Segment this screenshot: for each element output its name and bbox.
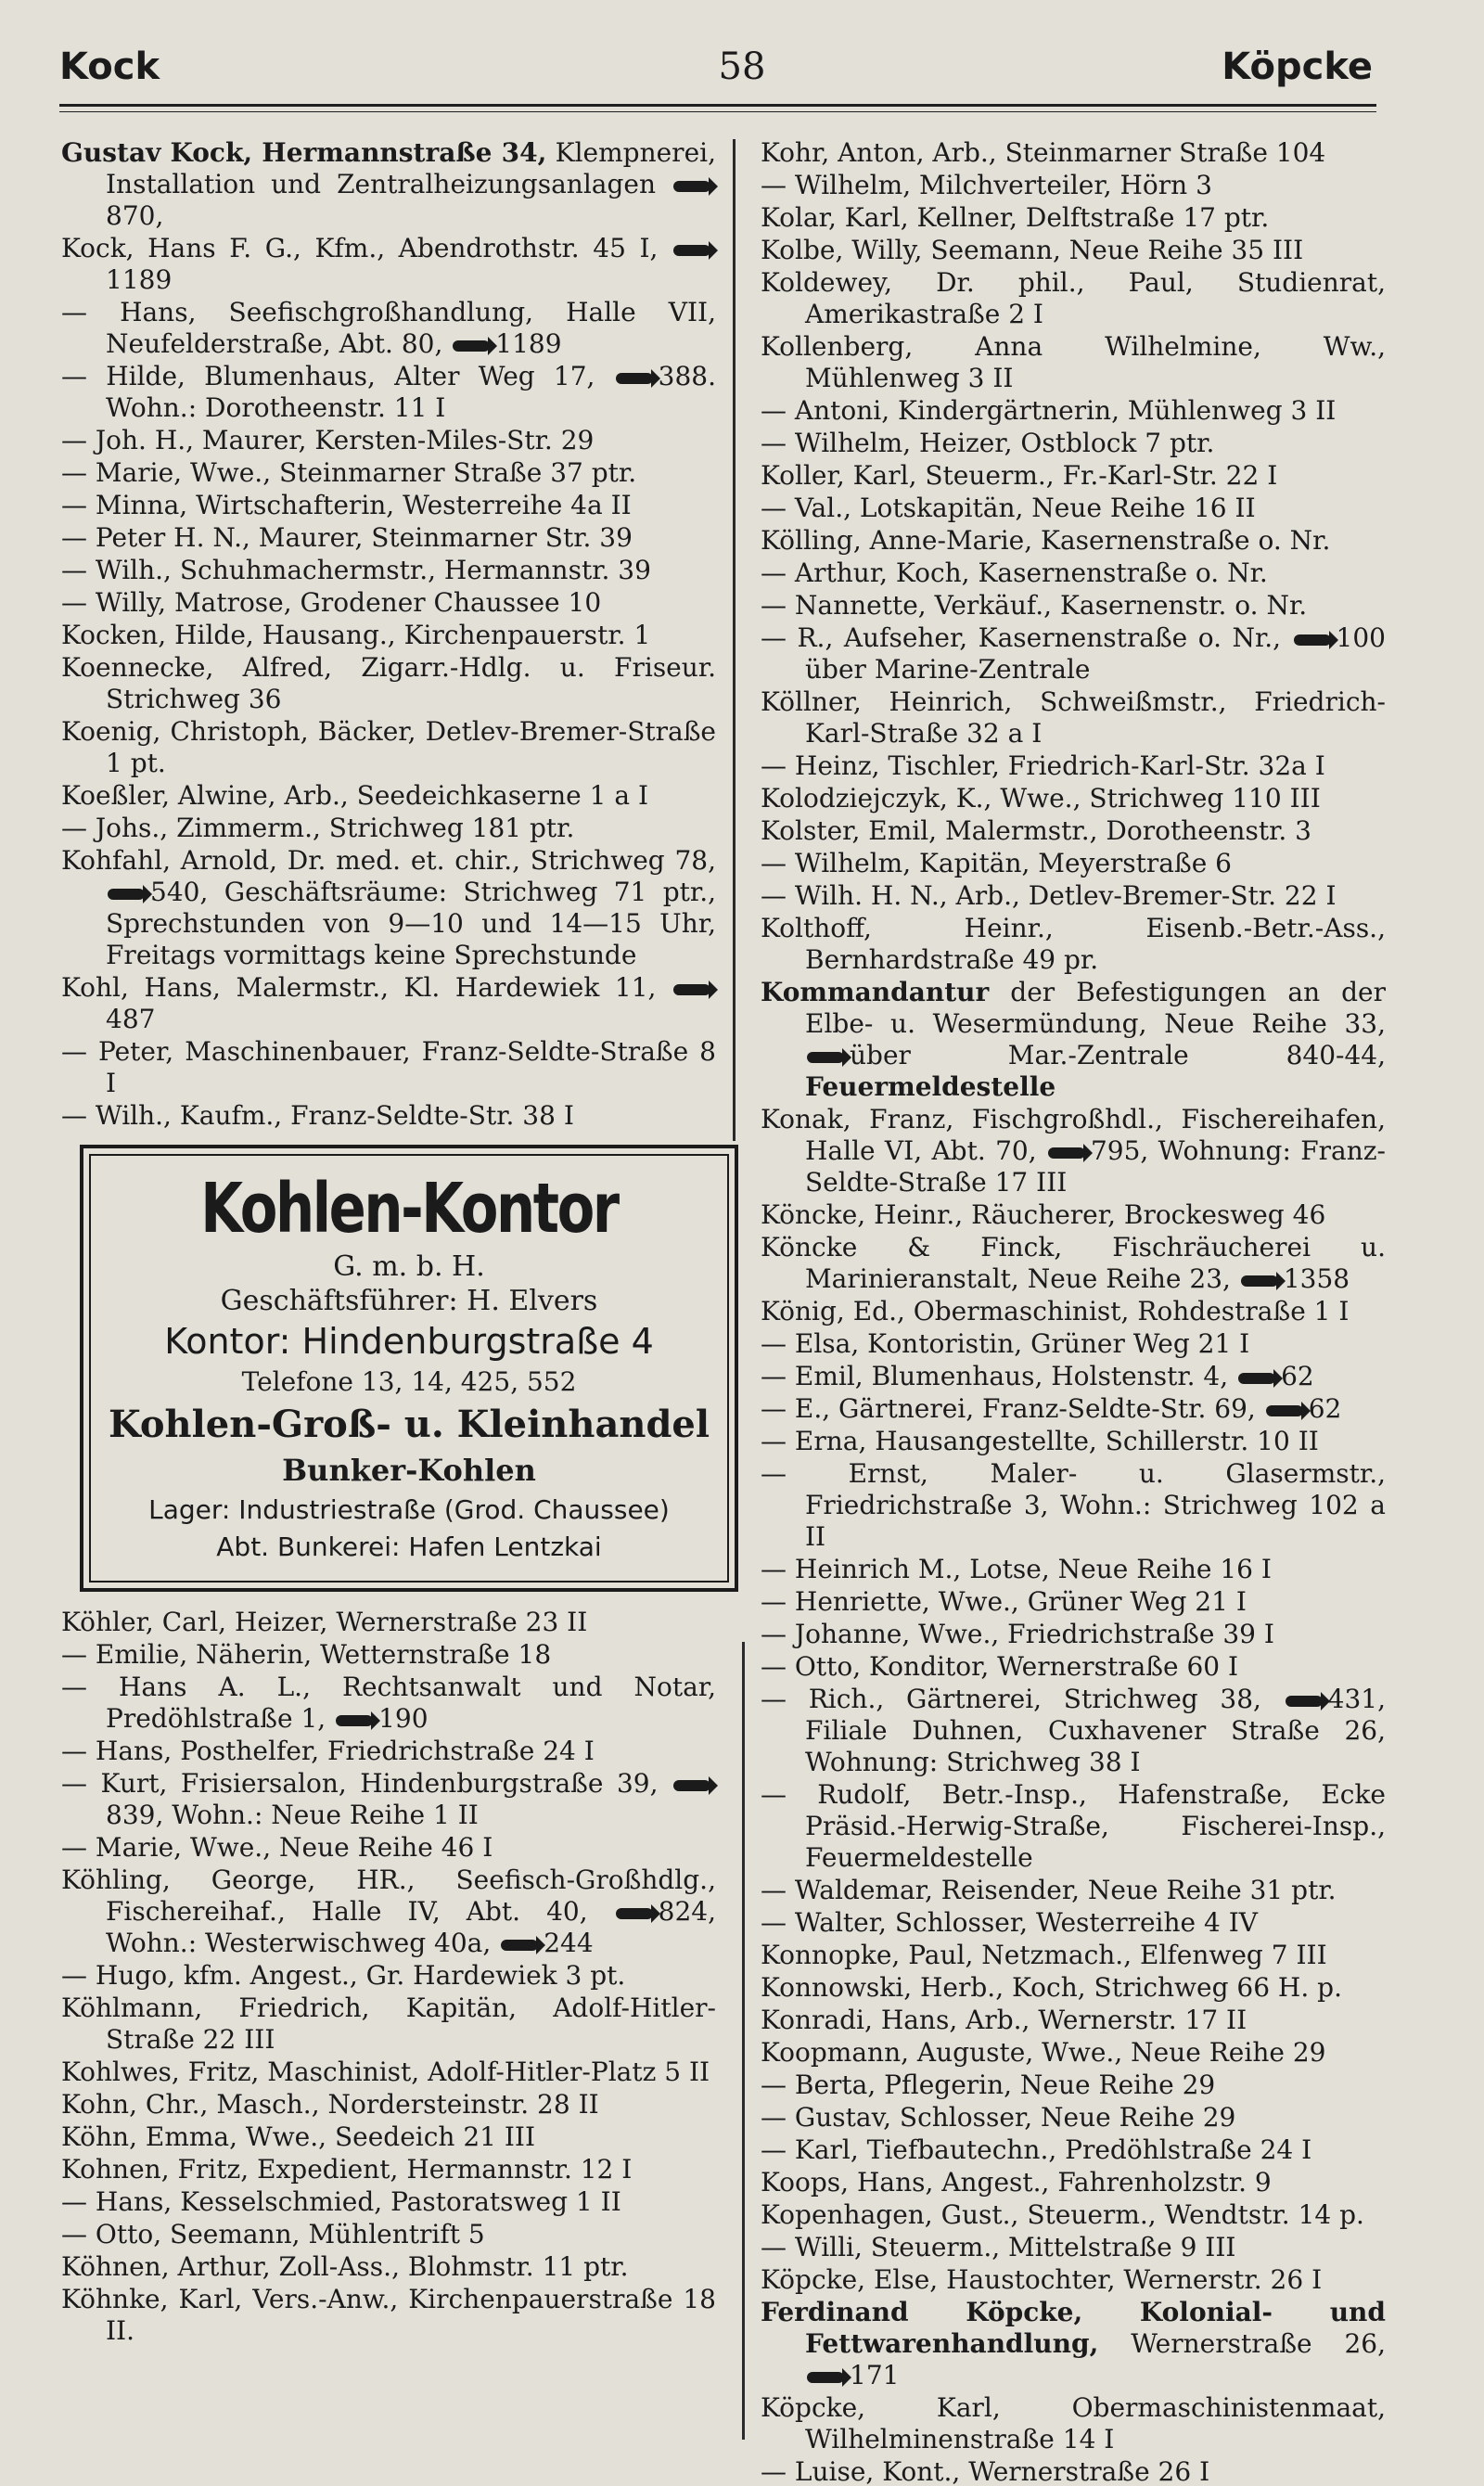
entry-text: — Nannette, Verkäuf., Kasernenstr. o. Nr. [761, 590, 1308, 621]
right-column [761, 137, 1386, 2486]
entry-text: — Wilhelm, Milchverteiler, Hörn 3 [761, 170, 1212, 200]
directory-entry [61, 1960, 716, 1992]
entry-text: Kocken, Hilde, Hausang., Kirchenpauerstr. 1 [61, 620, 651, 650]
entry-text: — Heinz, Tischler, Friedrich-Karl-Str. 32a I [761, 750, 1325, 781]
entry-text: Kölling, Anne-Marie, Kasernenstraße o. Nr. [761, 525, 1331, 556]
entry-text: — Ernst, Maler- u. Glasermstr., Friedrichstraße 3, Wohn.: Strichweg 102 a II [761, 1458, 1386, 1552]
directory-entry [761, 783, 1386, 814]
entry-text: Kolbe, Willy, Seemann, Neue Reihe 35 III [761, 235, 1304, 265]
entry-text: — Hans, Kesselschmied, Pastoratsweg 1 II [61, 2186, 621, 2217]
directory-entry [761, 235, 1386, 266]
entry-phone: 190 [378, 1703, 429, 1734]
directory-entry [61, 1100, 716, 1132]
directory-entry [761, 1426, 1386, 1457]
entry-text-continued: Wohn.: Dorotheenstr. 11 I [106, 392, 446, 423]
entry-phone: 62 [1308, 1393, 1342, 1424]
entry-text: Kohr, Anton, Arb., Steinmarner Straße 104 [761, 137, 1326, 168]
entry-phone: 1358 [1283, 1263, 1350, 1294]
header-right-keyword: Köpcke [1222, 45, 1373, 88]
entry-text: — Hugo, kfm. Angest., Gr. Hardewiek 3 pt. [61, 1960, 626, 1991]
directory-entry [61, 425, 716, 456]
ad-inner-frame [89, 1154, 729, 1583]
entry-text: — Wilh. H. N., Arb., Detlev-Bremer-Str. 22 I [761, 880, 1337, 911]
entry-text: — Otto, Konditor, Wernerstraße 60 I [761, 1651, 1239, 1682]
telephone-icon [1048, 1147, 1085, 1159]
directory-entry [61, 652, 716, 715]
directory-entry [761, 1875, 1386, 1906]
column-divider-top [733, 139, 736, 1141]
directory-entry [761, 1199, 1386, 1231]
directory-entry [761, 815, 1386, 847]
directory-entry [761, 428, 1386, 459]
left-entries-bottom [61, 1607, 716, 2347]
entry-text: Köncke, Heinr., Räucherer, Brockesweg 46 [761, 1199, 1326, 1230]
directory-entry [761, 525, 1386, 557]
entry-text: Koenig, Christoph, Bäcker, Detlev-Bremer-Straße 1 pt. [61, 716, 716, 778]
directory-entry [61, 2251, 716, 2283]
entry-text: Kollenberg, Anna Wilhelmine, Ww., Mühlenweg 3 II [761, 331, 1386, 393]
telephone-icon [1286, 1696, 1323, 1707]
directory-entry [61, 2089, 716, 2121]
entry-text: König, Ed., Obermaschinist, Rohdestraße 1 I [761, 1296, 1350, 1326]
entry-text: — Wilhelm, Heizer, Ostblock 7 ptr. [761, 428, 1215, 458]
ad-department: Abt. Bunkerei: Hafen Lentzkai [216, 1531, 602, 1562]
entry-text: — Waldemar, Reisender, Neue Reihe 31 ptr. [761, 1875, 1337, 1905]
directory-entry [761, 2070, 1386, 2101]
entry-text: der Befestigungen an der Elbe- u. Wesermündung, Neue Reihe 33, [805, 977, 1386, 1039]
entry-phone: 1189 [495, 328, 562, 359]
entry-text: — Wilhelm, Kapitän, Meyerstraße 6 [761, 848, 1232, 878]
entry-text-continued: Wohnung: Franz-Seldte-Straße 17 III [805, 1135, 1386, 1198]
directory-entry [761, 395, 1386, 427]
directory-entry [61, 233, 716, 296]
entry-text: Klempnerei, Installation und Zentralheizungsanlagen [106, 137, 716, 199]
directory-entry [61, 457, 716, 489]
entry-text-continued: Geschäftsräume: Strichweg 71 ptr., Sprechstunden von 9—10 und 14—15 Uhr, Freitags vormittags keine Sprechstunde [106, 877, 716, 970]
entry-phone: 540, [150, 877, 209, 907]
entry-text: Wernerstraße 26, [1131, 2328, 1386, 2359]
directory-entry [761, 2199, 1386, 2231]
entry-phone: 1189 [106, 264, 173, 295]
directory-entry [61, 2121, 716, 2153]
directory-entry [761, 977, 1386, 1103]
entry-text: — Hans, Posthelfer, Friedrichstraße 24 I [61, 1736, 595, 1766]
telephone-icon [1241, 1275, 1278, 1287]
directory-entry [61, 1036, 716, 1099]
entry-text: Konradi, Hans, Arb., Wernerstr. 17 II [761, 2005, 1247, 2035]
directory-entry [61, 1864, 716, 1959]
entry-text: Köhnen, Arthur, Zoll-Ass., Blohmstr. 11 ptr. [61, 2251, 629, 2282]
entry-text: Koldewey, Dr. phil., Paul, Studienrat, Amerikastraße 2 I [761, 267, 1386, 329]
entry-text: Köncke & Finck, Fischräucherei u. Marinieranstalt, Neue Reihe 23, [761, 1232, 1386, 1294]
entry-text: — Elsa, Kontoristin, Grüner Weg 21 I [761, 1328, 1250, 1359]
directory-entry [61, 1736, 716, 1767]
entry-text: Kohl, Hans, Malermstr., Kl. Hardewiek 11, [61, 972, 657, 1003]
telephone-icon [807, 2372, 844, 2383]
directory-entry [61, 587, 716, 619]
telephone-icon [501, 1940, 538, 1951]
directory-entry [761, 202, 1386, 234]
entry-text: — Peter H. N., Maurer, Steinmarner Str. 39 [61, 522, 633, 553]
directory-entry [61, 1993, 716, 2056]
header-left-keyword: Kock [59, 45, 160, 88]
directory-entry [61, 620, 716, 651]
directory-entry [761, 2167, 1386, 2198]
directory-entry [61, 1639, 716, 1671]
directory-entry [61, 2186, 716, 2218]
entry-phone: über [850, 1040, 911, 1070]
telephone-icon [1238, 1373, 1275, 1384]
directory-entry [761, 460, 1386, 492]
entry-bold-name: Kommandantur [761, 977, 990, 1007]
entry-phone: 171 [850, 2360, 900, 2390]
left-entries-top [61, 137, 716, 1132]
directory-entry [61, 972, 716, 1035]
entry-text: — R., Aufseher, Kasernenstraße o. Nr., [761, 622, 1282, 653]
entry-text: Konnopke, Paul, Netzmach., Elfenweg 7 III [761, 1940, 1327, 1970]
entry-text: — Marie, Wwe., Steinmarner Straße 37 ptr. [61, 457, 637, 488]
directory-entry [61, 2057, 716, 2088]
telephone-icon [1266, 1405, 1303, 1416]
entry-phone: 431, [1327, 1684, 1386, 1714]
telephone-icon [616, 1908, 653, 1919]
directory-entry [761, 1554, 1386, 1585]
directory-entry [61, 361, 716, 424]
directory-entry [761, 622, 1386, 686]
directory-entry [761, 2005, 1386, 2036]
ad-title: Kohlen-Kontor [200, 1169, 618, 1249]
ad-storage: Lager: Industriestraße (Grod. Chaussee) [148, 1494, 670, 1525]
right-entries [761, 137, 1386, 2486]
directory-entry [761, 1104, 1386, 1198]
telephone-icon [616, 373, 653, 384]
header-rule [59, 104, 1376, 107]
directory-entry [761, 2456, 1386, 2486]
telephone-icon [1294, 634, 1331, 646]
entry-text: — Berta, Pflegerin, Neue Reihe 29 [761, 2070, 1216, 2100]
directory-entry [761, 1940, 1386, 1971]
entry-text-continued: Filiale Duhnen, Cuxhavener Straße 26, Wohnung: Strichweg 38 I [805, 1715, 1386, 1777]
directory-entry [761, 1972, 1386, 2004]
directory-entry [761, 913, 1386, 976]
directory-entry [61, 490, 716, 521]
entry-text: — Emil, Blumenhaus, Holstenstr. 4, [761, 1361, 1229, 1391]
entry-text: — Rich., Gärtnerei, Strichweg 38, [761, 1684, 1261, 1714]
telephone-icon [336, 1715, 373, 1726]
entry-text: Koopmann, Auguste, Wwe., Neue Reihe 29 [761, 2037, 1326, 2068]
directory-entry [61, 1607, 716, 1638]
ad-manager: Geschäftsführer: H. Elvers [220, 1285, 598, 1317]
directory-entry [61, 780, 716, 812]
directory-entry [761, 848, 1386, 879]
entry-phone: 100 [1336, 622, 1386, 653]
entry-text: — Karl, Tiefbautechn., Predöhlstraße 24 I [761, 2134, 1312, 2165]
ad-company-form: G. m. b. H. [333, 1250, 485, 1283]
left-column [61, 137, 716, 2348]
directory-entry [761, 1328, 1386, 1360]
entry-text: — Johs., Zimmerm., Strichweg 181 ptr. [61, 813, 575, 843]
entry-text: — Gustav, Schlosser, Neue Reihe 29 [761, 2102, 1236, 2133]
entry-phone: 870, [106, 200, 164, 231]
entry-text: — Antoni, Kindergärtnerin, Mühlenweg 3 II [761, 395, 1337, 426]
directory-entry [761, 590, 1386, 622]
directory-entry [61, 2219, 716, 2250]
entry-text: — Hans, Seefischgroßhandlung, Halle VII, Neufelderstraße, Abt. 80, [61, 297, 716, 359]
entry-text: — Minna, Wirtschafterin, Westerreihe 4a II [61, 490, 632, 520]
entry-text: Koeßler, Alwine, Arb., Seedeichkaserne 1 a I [61, 780, 649, 811]
entry-phone: 487 [106, 1004, 156, 1034]
entry-text: Konnowski, Herb., Koch, Strichweg 66 H. p. [761, 1972, 1342, 2003]
entry-text: — Joh. H., Maurer, Kersten-Miles-Str. 29 [61, 425, 595, 455]
entry-text: Kolster, Emil, Malermstr., Dorotheenstr. 3 [761, 815, 1311, 846]
telephone-icon [673, 984, 710, 995]
directory-entry [761, 1907, 1386, 1939]
entry-text-continued: Wohn.: Neue Reihe 1 II [172, 1800, 479, 1830]
telephone-icon [453, 340, 490, 352]
entry-text: Kolodziejczyk, K., Wwe., Strichweg 110 III [761, 783, 1321, 814]
entry-text: Koller, Karl, Steuerm., Fr.-Karl-Str. 22 I [761, 460, 1278, 491]
entry-text: — Henriette, Wwe., Grüner Weg 21 I [761, 1586, 1247, 1617]
entry-text: Kolar, Karl, Kellner, Delftstraße 17 ptr. [761, 202, 1270, 233]
directory-entry [61, 2154, 716, 2185]
directory-entry [761, 2232, 1386, 2263]
telephone-icon [673, 245, 710, 256]
entry-text: — Willy, Matrose, Grodener Chaussee 10 [61, 587, 602, 618]
entry-text: — Erna, Hausangestellte, Schillerstr. 10 II [761, 1426, 1319, 1456]
entry-text: Köhler, Carl, Heizer, Wernerstraße 23 II [61, 1607, 588, 1637]
directory-entry [761, 1361, 1386, 1392]
entry-text: Köpcke, Else, Haustochter, Wernerstr. 26 I [761, 2264, 1323, 2295]
column-divider-bottom [742, 1642, 745, 2440]
entry-text: — Rudolf, Betr.-Insp., Hafenstraße, Ecke Präsid.-Herwig-Straße, Fischerei-Insp., Feuermeldestelle [761, 1779, 1386, 1873]
directory-entry [761, 1779, 1386, 1874]
telephone-icon [673, 1780, 710, 1791]
entry-phone: 388. [658, 361, 716, 391]
entry-text: Konak, Franz, Fischgroßhdl., Fischereihafen, Halle VI, Abt. 70, [761, 1104, 1386, 1166]
entry-text: — Hans A. L., Rechtsanwalt und Notar, Predöhlstraße 1, [61, 1672, 716, 1734]
entry-text: — Emilie, Näherin, Wetternstraße 18 [61, 1639, 552, 1670]
entry-text: — Wilh., Kaufm., Franz-Seldte-Str. 38 I [61, 1100, 574, 1131]
directory-entry [61, 555, 716, 586]
entry-phone: 62 [1281, 1361, 1314, 1391]
entry-text: — Willi, Steuerm., Mittelstraße 9 III [761, 2232, 1236, 2262]
directory-entry [61, 1832, 716, 1864]
entry-phone: 824, [658, 1896, 716, 1927]
directory-entry [761, 2297, 1386, 2391]
directory-entry [761, 2392, 1386, 2455]
entry-text: Köpcke, Karl, Obermaschinistenmaat, Wilhelminenstraße 14 I [761, 2392, 1386, 2454]
entry-phone: 244 [544, 1928, 594, 1958]
entry-text: Kopenhagen, Gust., Steuerm., Wendtstr. 14 p. [761, 2199, 1364, 2230]
entry-text: — Johanne, Wwe., Friedrichstraße 39 I [761, 1619, 1274, 1649]
entry-text: — Marie, Wwe., Neue Reihe 46 I [61, 1832, 493, 1863]
entry-text: Koennecke, Alfred, Zigarr.-Hdlg. u. Friseur. Strichweg 36 [61, 652, 716, 714]
entry-text: — Hilde, Blumenhaus, Alter Weg 17, [61, 361, 595, 391]
telephone-icon [673, 181, 710, 192]
entry-text: Kohfahl, Arnold, Dr. med. et. chir., Strichweg 78, [61, 845, 716, 876]
directory-entry [761, 170, 1386, 201]
directory-entry [61, 2284, 716, 2347]
directory-entry [761, 331, 1386, 394]
entry-text: — Luise, Kont., Wernerstraße 26 I [761, 2456, 1210, 2486]
directory-entry [761, 1586, 1386, 1618]
directory-entry [761, 557, 1386, 589]
directory-entry [761, 686, 1386, 750]
entry-text: — Otto, Seemann, Mühlentrift 5 [61, 2219, 485, 2249]
ad-office-address: Kontor: Hindenburgstraße 4 [164, 1321, 654, 1362]
directory-entry [61, 137, 716, 232]
directory-entry [761, 1232, 1386, 1295]
entry-text: Kohnen, Fritz, Expedient, Hermannstr. 12 I [61, 2154, 633, 2185]
entry-text: — Val., Lotskapitän, Neue Reihe 16 II [761, 493, 1256, 523]
entry-text: Koops, Hans, Angest., Fahrenholzstr. 9 [761, 2167, 1272, 2198]
entry-text-continued: Wohn.: Westerwischweg 40a, [106, 1928, 492, 1958]
entry-text: Kock, Hans F. G., Kfm., Abendrothstr. 45 I, [61, 233, 659, 263]
entry-text: Köhn, Emma, Wwe., Seedeich 21 III [61, 2121, 536, 2152]
entry-phone: 795, [1090, 1135, 1149, 1166]
directory-entry [61, 716, 716, 779]
directory-entry [61, 845, 716, 971]
directory-entry [761, 2264, 1386, 2296]
entry-text: — E., Gärtnerei, Franz-Seldte-Str. 69, [761, 1393, 1256, 1424]
entry-text: Köhnke, Karl, Vers.-Anw., Kirchenpauerstraße 18 II. [61, 2284, 716, 2346]
entry-bold-name: Gustav Kock, Hermannstraße 34, [61, 137, 547, 168]
directory-entry [61, 297, 716, 360]
entry-text: — Kurt, Frisiersalon, Hindenburgstraße 39, [61, 1768, 659, 1799]
directory-entry [61, 813, 716, 844]
entry-text-continued: über Marine-Zentrale [805, 654, 1091, 685]
ad-phones: Telefone 13, 14, 425, 552 [241, 1366, 577, 1397]
entry-text: — Arthur, Koch, Kasernenstraße o. Nr. [761, 557, 1268, 588]
kohlen-kontor-advertisement [80, 1145, 738, 1592]
entry-text: — Walter, Schlosser, Westerreihe 4 IV [761, 1907, 1259, 1938]
directory-entry [761, 137, 1386, 169]
entry-bold-name: Ferdinand Köpcke, Kolonial- und Fettwarenhandlung, [761, 2297, 1386, 2359]
directory-entry [61, 1768, 716, 1831]
entry-text: Köhling, George, HR., Seefisch-Großhdlg., Fischereihaf., Halle IV, Abt. 40, [61, 1864, 716, 1927]
directory-entry [761, 1296, 1386, 1327]
directory-entry [761, 2134, 1386, 2166]
telephone-icon [108, 889, 145, 900]
directory-entry [61, 1672, 716, 1735]
directory-entry [761, 750, 1386, 782]
entry-text: Köhlmann, Friedrich, Kapitän, Adolf-Hitler-Straße 22 III [61, 1993, 716, 2055]
directory-entry [761, 1458, 1386, 1553]
directory-entry [761, 1619, 1386, 1650]
entry-text: Kohn, Chr., Masch., Nordersteinstr. 28 II [61, 2089, 599, 2120]
directory-entry [761, 267, 1386, 330]
entry-text-continued: Mar.-Zentrale 840-44, [1007, 1040, 1387, 1070]
ad-trade: Kohlen-Groß- u. Kleinhandel [108, 1403, 710, 1446]
entry-bold-note: Feuermeldestelle [805, 1071, 1056, 1102]
entry-text: Kolthoff, Heinr., Eisenb.-Betr.-Ass., Bernhardstraße 49 pr. [761, 913, 1386, 975]
directory-entry [761, 493, 1386, 524]
entry-text: — Heinrich M., Lotse, Neue Reihe 16 I [761, 1554, 1272, 1584]
ad-bunker: Bunker-Kohlen [282, 1453, 536, 1488]
telephone-icon [807, 1052, 844, 1063]
directory-entry [761, 2037, 1386, 2069]
directory-entry [761, 880, 1386, 912]
directory-entry [61, 522, 716, 554]
directory-entry [761, 1684, 1386, 1778]
directory-entry [761, 2102, 1386, 2134]
entry-text: Köllner, Heinrich, Schweißmstr., Friedrich-Karl-Straße 32 a I [761, 686, 1386, 749]
entry-text: — Wilh., Schuhmachermstr., Hermannstr. 39 [61, 555, 651, 585]
entry-text: — Peter, Maschinenbauer, Franz-Seldte-Straße 8 I [61, 1036, 716, 1098]
directory-entry [761, 1651, 1386, 1683]
header-rule-thin [59, 111, 1376, 112]
entry-phone: 839, [106, 1800, 164, 1830]
entry-text: Kohlwes, Fritz, Maschinist, Adolf-Hitler-Platz 5 II [61, 2057, 710, 2087]
page-number: 58 [718, 45, 766, 88]
directory-entry [761, 1393, 1386, 1425]
